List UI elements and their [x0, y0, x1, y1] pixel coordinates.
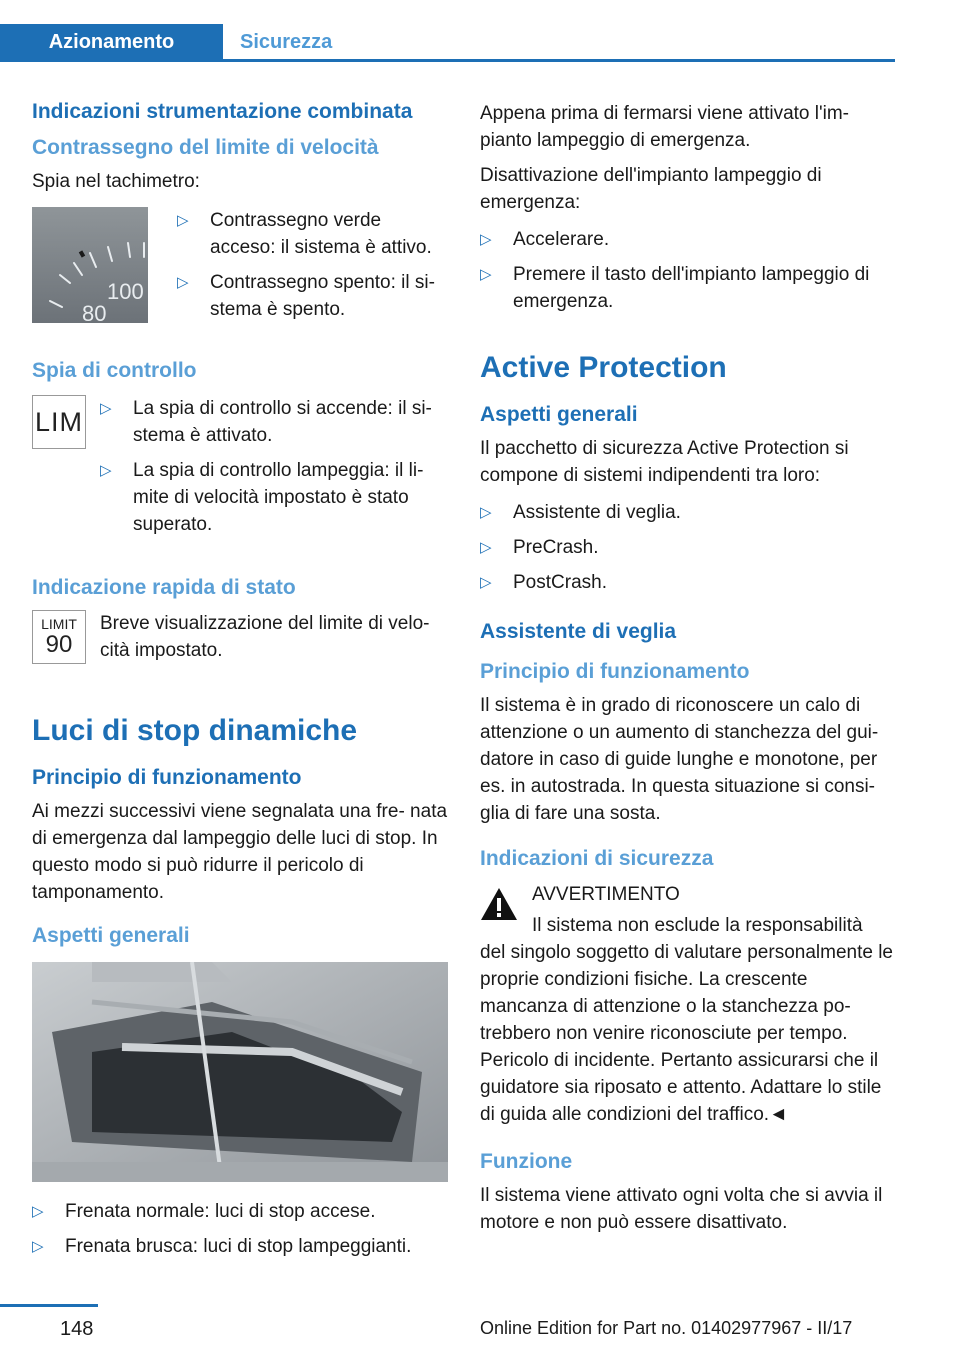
list-item: ▷ Contrassegno verde acceso: il sistema è attivo. [177, 207, 447, 261]
function-heading: Funzione [480, 1150, 573, 1173]
list-item: ▷ La spia di controllo si accende: il si- stema è attivato. [100, 395, 448, 449]
triangle-bullet-icon: ▷ [480, 574, 492, 591]
left-column [32, 100, 448, 1268]
general-heading: Aspetti generali [32, 924, 190, 947]
speedo-number-80: 80 [82, 301, 107, 323]
footer-divider [0, 1304, 98, 1307]
function-text: Il sistema viene attivato ogni volta che si avvia il motore e non può essere disattivato. [480, 1185, 883, 1233]
limit-row [32, 610, 448, 672]
triangle-bullet-icon: ▷ [100, 462, 112, 479]
list-item: ▷ Frenata brusca: luci di stop lampeggianti. [32, 1233, 448, 1260]
triangle-bullet-icon: ▷ [177, 274, 189, 291]
list-item: ▷ PostCrash. [480, 569, 896, 596]
triangle-bullet-icon: ▷ [480, 539, 492, 556]
active-protection-heading: Active Protection [480, 351, 727, 384]
limit-display-icon: LIMIT 90 [32, 610, 86, 664]
speed-limit-marker-intro: Spia nel tachimetro: [32, 171, 200, 192]
speedo-number-100: 100 [107, 279, 144, 304]
lim-row [32, 395, 448, 546]
principle-heading: Principio di funzionamento [32, 766, 302, 789]
triangle-bullet-icon: ▷ [32, 1238, 44, 1255]
triangle-bullet-icon: ▷ [32, 1203, 44, 1220]
triangle-bullet-icon: ▷ [177, 212, 189, 229]
principle-text-right: Il sistema è in grado di riconoscere un calo di attenzione o un aumento di stanchezza del gui- datore in caso di guide lunghe e monotone, per es. in autostrada. In questa situazione si consi- glia di fare una sosta. [480, 695, 879, 824]
hazard-activation-text: Appena prima di fermarsi viene attivato l'im- pianto lampeggio di emergenza. [480, 103, 849, 151]
lim-indicator-icon: LIM [32, 395, 86, 449]
warning-triangle-icon [480, 887, 518, 921]
hazard-deactivation-text: Disattivazione dell'impianto lampeggio di emergenza: [480, 165, 822, 213]
general-aspects-text: Il pacchetto di sicurezza Active Protection si compone di sistemi indipendenti tra loro: [480, 438, 849, 486]
indicator-list [100, 395, 448, 546]
brake-list [32, 1198, 448, 1260]
quick-status-heading: Indicazione rapida di stato [32, 576, 296, 599]
warning-text-first-line: Il sistema non esclude la responsabilità [532, 915, 863, 936]
header-divider [0, 59, 895, 62]
list-item: ▷ Assistente di veglia. [480, 499, 896, 526]
list-item: ▷ Premere il tasto dell'impianto lampeggio di emergenza. [480, 261, 896, 315]
principle-heading-right: Principio di funzionamento [480, 660, 750, 683]
right-column [480, 100, 896, 1244]
section-title: Indicazioni strumentazione combinata [32, 100, 413, 123]
vigilance-assistant-heading: Assistente di veglia [480, 620, 677, 643]
triangle-bullet-icon: ▷ [480, 504, 492, 521]
tab-azionamento[interactable]: Azionamento [0, 24, 223, 61]
list-item: ▷ Accelerare. [480, 226, 896, 253]
warning-title: AVVERTIMENTO [532, 884, 680, 905]
tail-light-image [32, 962, 448, 1182]
header-tabs [0, 0, 895, 62]
warning-row [480, 881, 896, 939]
speed-limit-marker-heading: Contrassegno del limite di velocità [32, 136, 379, 159]
systems-list [480, 499, 896, 596]
list-item: ▷ Frenata normale: luci di stop accese. [32, 1198, 448, 1225]
triangle-bullet-icon: ▷ [100, 400, 112, 417]
principle-text: Ai mezzi successivi viene segnalata una fre- nata di emergenza dal lampeggio delle luci di stop. In questo modo si può ridurre il pericolo di tamponamento. [32, 801, 448, 903]
deactivation-list [480, 226, 896, 315]
triangle-bullet-icon: ▷ [480, 231, 492, 248]
edition-info: Online Edition for Part no. 01402977967 - II/17 [480, 1318, 853, 1338]
warning-text: del singolo soggetto di valutare personalmente le proprie condizioni fisiche. La crescente mancanza di attenzione o la stanchezza po- trebbero non venire riconosciute per tempo. Pericolo di incidente. Pertanto assicurarsi che il guidatore sia riposato e attento. Adattare lo stile di guida alle condizioni del traffico.◄ [480, 942, 893, 1125]
quick-status-text: Breve visualizzazione del limite di velo- cità impostato. [100, 613, 430, 661]
tab-sicurezza[interactable]: Sicurezza [240, 31, 333, 53]
list-item: ▷ La spia di controllo lampeggia: il li- mite di velocità impostato è stato superato. [100, 457, 448, 538]
speed-marker-list [177, 207, 447, 331]
page-number: 148 [60, 1318, 94, 1340]
list-item: ▷ Contrassegno spento: il si- stema è spento. [177, 269, 447, 323]
indicator-light-heading: Spia di controllo [32, 359, 197, 382]
general-aspects-heading: Aspetti generali [480, 403, 638, 426]
safety-heading: Indicazioni di sicurezza [480, 847, 714, 870]
list-item: ▷ PreCrash. [480, 534, 896, 561]
dynamic-brake-lights-heading: Luci di stop dinamiche [32, 714, 358, 747]
triangle-bullet-icon: ▷ [480, 266, 492, 283]
speedometer-image [32, 207, 148, 323]
speedo-row [32, 207, 448, 331]
